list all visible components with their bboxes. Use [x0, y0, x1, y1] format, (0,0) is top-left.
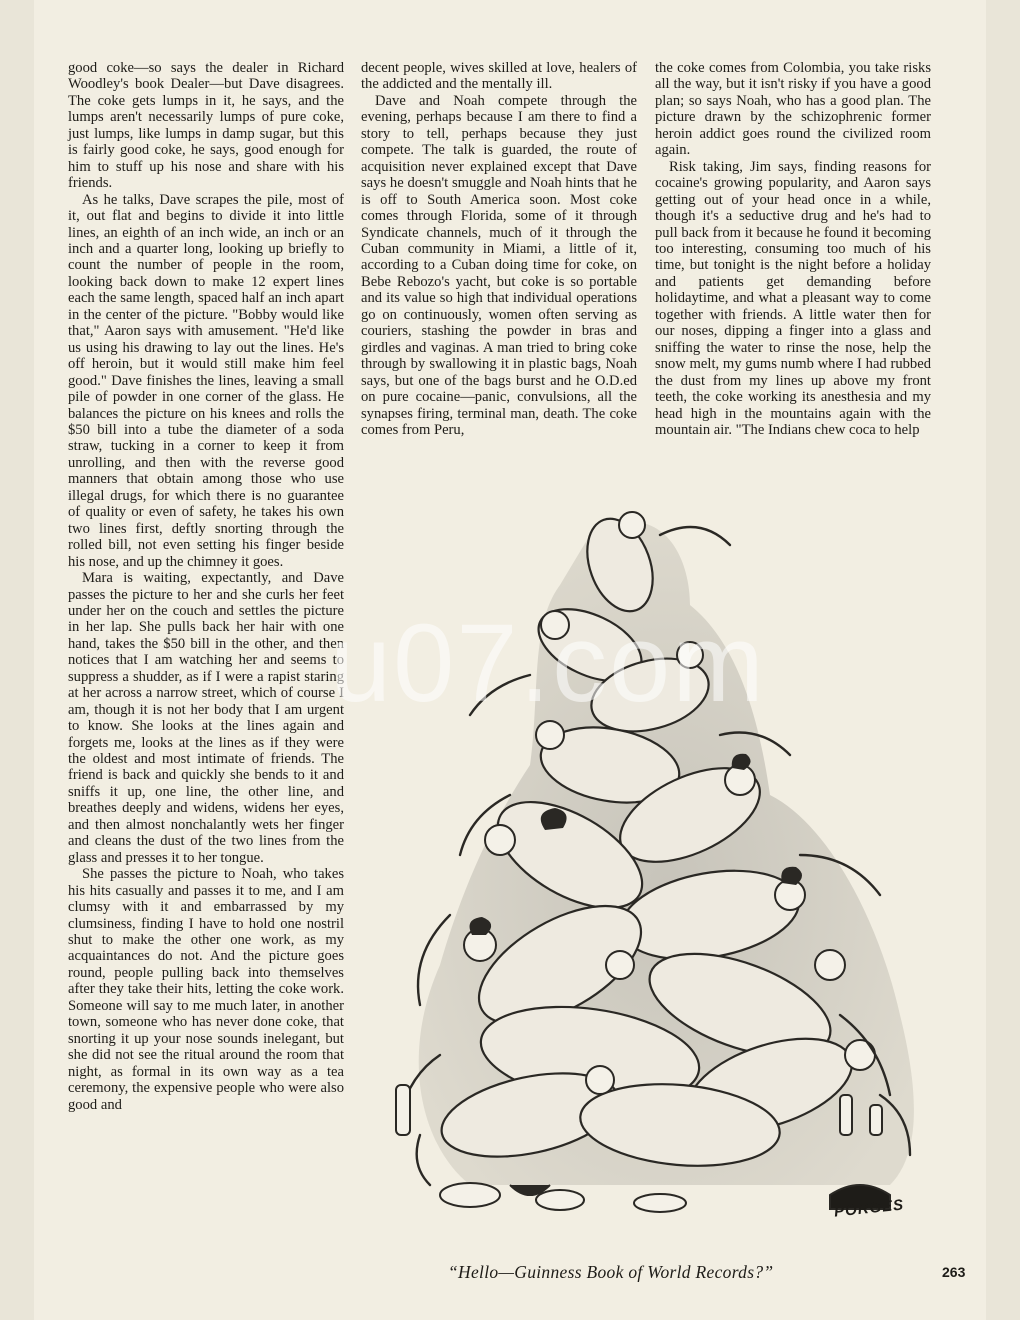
paragraph: As he talks, Dave scrapes the pile, most of it, out flat and begins to divide it into little lines, an eighth of an inch wide, an inch or an inch and a quarter long, looking up briefly to count the number of people in the room, looking back down to make 12 expert lines each the same length, spaced half an inch apart in the center of the picture. "Bobby would like that," Aaron says with amusement. "He'd like us using his drawing to lay out the lines. He's off heroin, but it would still make him feel good." Dave finishes the lines, leaving a small pile of powder in one corner of the glass. He balances the picture on his knees and rolls the $50 bill into a tube the diameter of a soda straw, tucking in a corner to keep it from unrolling, and then with the reverse good manners that obtain among those who use illegal drugs, for which there is no guarantee of quality or even of safety, he takes his own two lines first, deftly snorting through the rolled bill, not even setting his finger beside his nose, and up the chimney it goes.	[68, 191, 344, 570]
paragraph: Risk taking, Jim says, finding reasons for cocaine's growing popularity, and Aaron says getting out of your head once in a while, though it's a seductive drug and he's had to pull back from it because he found it becoming too interesting, consuming too much of his time, but tonight is the night before a holiday and patients get demanding before holidaytime, and what a pleasant way to come together with friends. A little water then for our noses, dipping a finger into a glass and sniffing the water to rinse the nose, help the snow melt, my gums numb where I had rubbed the dust from my lines up above my front teeth, the coke working its anesthesia and my head high in the mountains again with the mountain air. "The Indians chew coca to help	[655, 158, 931, 438]
cartoon-illustration	[360, 495, 950, 1240]
article-column-1	[68, 60, 344, 1113]
cartoon-caption: “Hello—Guinness Book of World Records?”	[448, 1262, 774, 1282]
artist-signature: PORGES	[833, 1196, 905, 1221]
paragraph: She passes the picture to Noah, who takes his hits casually and passes it to me, and I am clumsy with it and embarrassed by my clumsiness, finding I have to hold one nostril shut to make the other one work, as my acquaintances do not. And the picture goes round, people pulling back into themselves after they take their hits, letting the coke work. Someone will say to me much later, in another town, someone who has never done coke, that snorting it up your nose sounds inelegant, but she did not see the ritual around the room that night, as formal in its own way as a tea ceremony, the expensive people who were also good and	[68, 866, 344, 1113]
article-column-3	[655, 60, 931, 438]
paragraph: Mara is waiting, expectantly, and Dave passes the picture to her and she curls her feet under her on the couch and settles the picture in her lap. She pulls back her hair with one hand, takes the $50 bill in the other, and then notices that I am watching her and seems to suppress a shudder, as if I were a rapist staring at her across a narrow street, which of course I am, though it is not her body that I am urgent to know. She looks at the lines again and forgets me, looks at the lines as if they were the oldest and most intimate of friends. The friend is back and quickly she bends to it and sniffs it up, one line, the other line, and breathes deeply and widens, widens her eyes, and then almost nonchalantly wets her finger and cleans the dust of the two lines from the glass and presses it to her tongue.	[68, 570, 344, 866]
page-number: 263	[942, 1264, 966, 1280]
article-column-2	[361, 60, 637, 438]
paragraph: the coke comes from Colombia, you take risks all the way, but it isn't risky if you have a good plan; so says Noah, who has a good plan. The picture drawn by the schizophrenic former heroin addict goes round the civilized room again.	[655, 60, 931, 159]
paragraph: Dave and Noah compete through the evening, perhaps because I am there to find a story to tell, perhaps because they just compete. The talk is guarded, the route of acquisition never explained except that Dave says he doesn't smuggle and Noah hints that he is off to South America soon. Most coke comes through Florida, some of it through Syndicate channels, much of it through the Cuban community in Miami, a little of it, according to a Cuban doing time for coke, on Bebe Rebozo's yacht, but coke is so portable and its value so high that individual operations go on continuously, women often serving as couriers, stashing the powder in bras and girdles and vaginas. A man tried to bring coke through by swallowing it in plastic bags, Noah says, but one of the bags burst and he O.D.ed on pure cocaine—panic, convulsions, all the synapses firing, terminal man, death. The coke comes from Peru,	[361, 92, 637, 438]
watermark: u07.com	[330, 602, 766, 725]
paragraph: good coke—so says the dealer in Richard Woodley's book Dealer—but Dave disagrees. The coke gets lumps in it, he says, and the lumps aren't necessarily lumps of pure coke, just lumps, like lumps in damp sugar, but this is fairly good coke, he says, good enough for him to stuff up his nose and share with his friends.	[68, 60, 344, 192]
paragraph: decent people, wives skilled at love, healers of the addicted and the mentally ill.	[361, 60, 637, 93]
